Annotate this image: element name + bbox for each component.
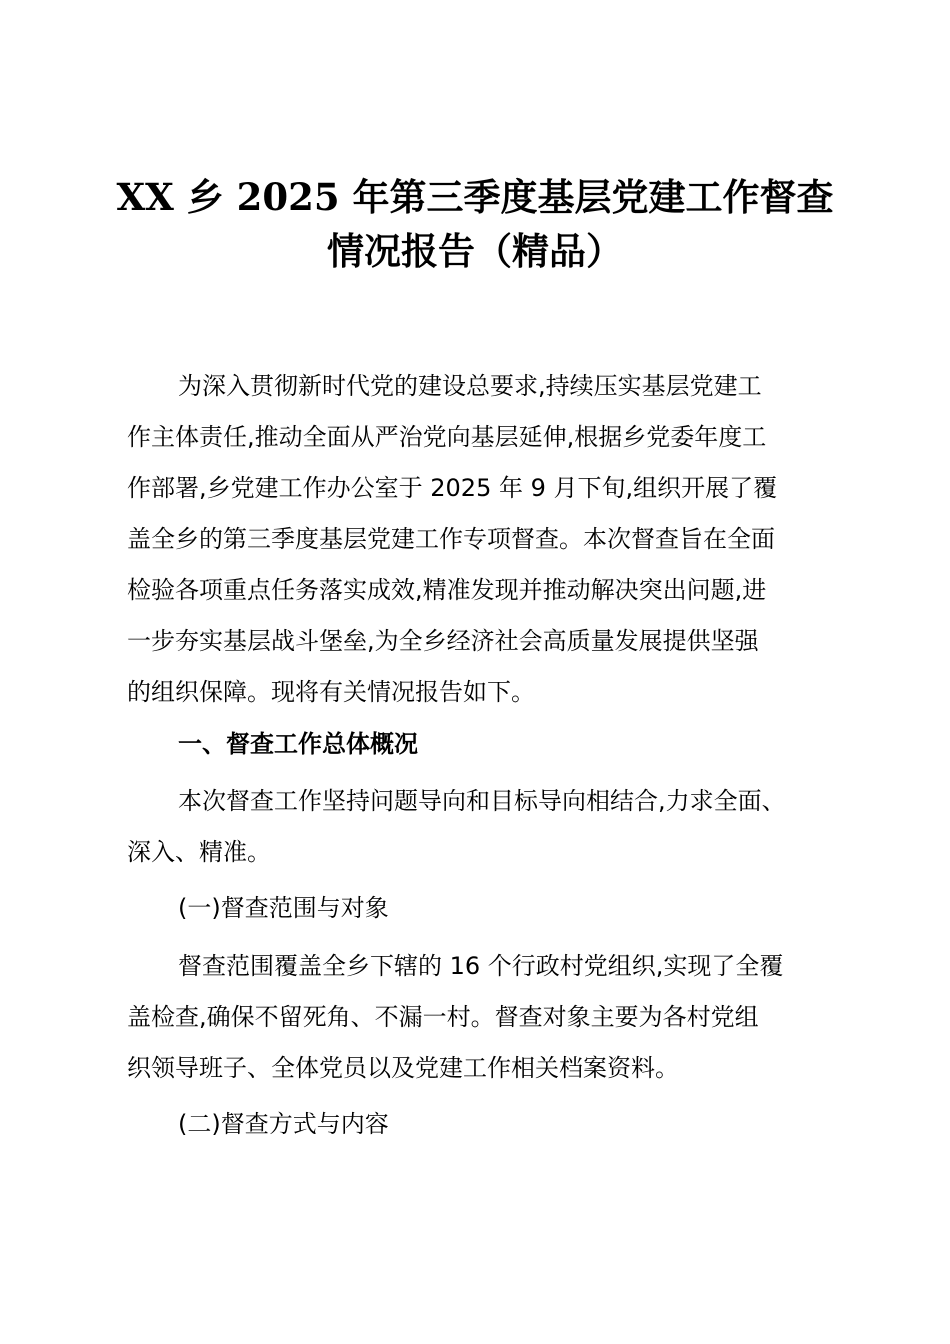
document-title-line-1: XX 乡 2025 年第三季度基层党建工作督查 <box>116 175 834 219</box>
intro-paragraph-line: 为深入贯彻新时代党的建设总要求,持续压实基层党建工 <box>178 372 762 400</box>
intro-paragraph-line: 的组织保障。现将有关情况报告如下。 <box>127 678 535 706</box>
intro-paragraph-line: 盖全乡的第三季度基层党建工作专项督查。本次督查旨在全面 <box>127 525 775 553</box>
intro-paragraph-line: 作主体责任,推动全面从严治党向基层延伸,根据乡党委年度工 <box>127 423 767 451</box>
subsection-paragraph-line: 督查范围覆盖全乡下辖的 16 个行政村党组织,实现了全覆 <box>178 952 784 980</box>
document-title-line-2: 情况报告（精品） <box>327 229 623 273</box>
intro-paragraph-line: 检验各项重点任务落实成效,精准发现并推动解决突出问题,进 <box>127 576 767 604</box>
subsection-heading: (二)督查方式与内容 <box>178 1110 389 1138</box>
subsection-paragraph-line: 盖检查,确保不留死角、不漏一村。督查对象主要为各村党组 <box>127 1003 759 1031</box>
section-paragraph-line: 深入、精准。 <box>127 838 271 866</box>
subsection-heading: (一)督查范围与对象 <box>178 894 389 922</box>
subsection-paragraph-line: 织领导班子、全体党员以及党建工作相关档案资料。 <box>127 1054 679 1082</box>
section-heading: 一、督查工作总体概况 <box>178 730 418 758</box>
intro-paragraph-line: 一步夯实基层战斗堡垒,为全乡经济社会高质量发展提供坚强 <box>127 627 759 655</box>
section-paragraph-line: 本次督查工作坚持问题导向和目标导向相结合,力求全面、 <box>178 787 786 815</box>
intro-paragraph-line: 作部署,乡党建工作办公室于 2025 年 9 月下旬,组织开展了覆 <box>127 474 778 502</box>
